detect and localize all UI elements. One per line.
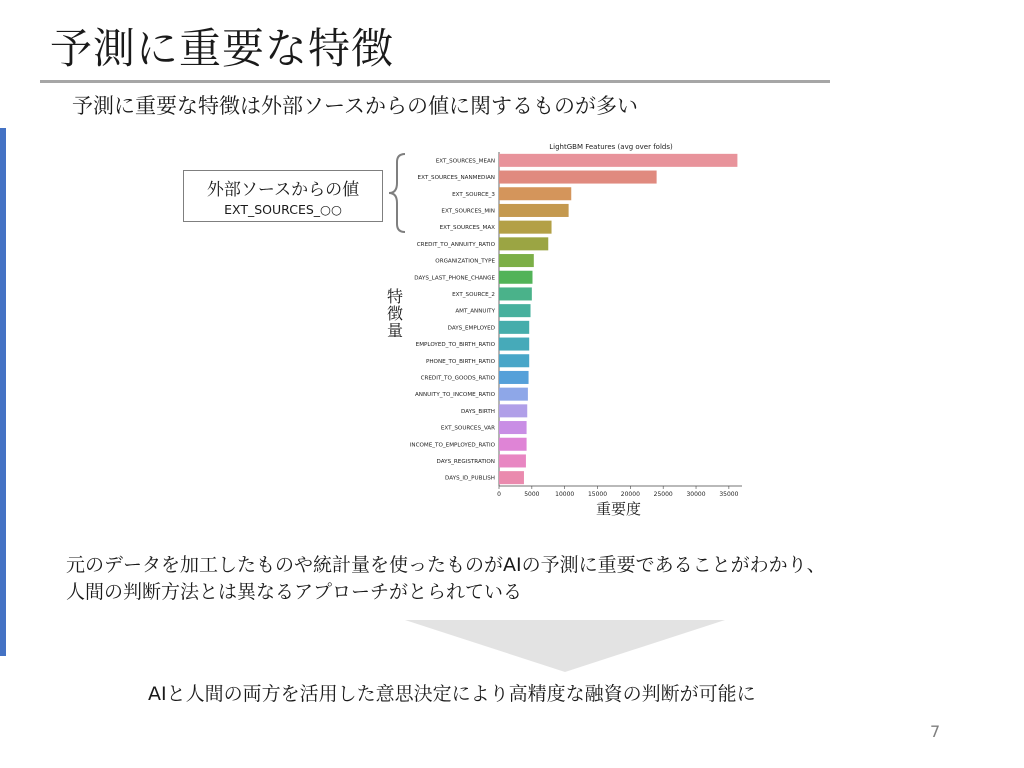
x-tick-label: 30000 xyxy=(686,491,706,498)
category-label: EXT_SOURCES_MEAN xyxy=(435,158,495,165)
category-label: ANNUITY_TO_INCOME_RATIO xyxy=(414,392,495,399)
category-label: INCOME_TO_EMPLOYED_RATIO xyxy=(409,442,495,449)
bar-ext-sources-max xyxy=(499,221,552,234)
slide-subtitle: 予測に重要な特徴は外部ソースからの値に関するものが多い xyxy=(72,94,638,118)
x-tick-label: 0 xyxy=(497,491,501,498)
body-text-line-1: 元のデータを加工したものや統計量を使ったものがAIの予測に重要であることがわかり、 xyxy=(66,554,826,576)
external-source-callout xyxy=(183,170,383,222)
x-tick-label: 20000 xyxy=(620,491,640,498)
bar-income-to-employed-ratio xyxy=(499,438,527,451)
bar-ext-source-3 xyxy=(499,187,571,200)
category-label: EXT_SOURCE_2 xyxy=(452,291,495,298)
category-label: DAYS_REGISTRATION xyxy=(436,458,495,465)
x-tick-label: 25000 xyxy=(653,491,673,498)
chart-title: LightGBM Features (avg over folds) xyxy=(549,143,673,151)
category-label: ORGANIZATION_TYPE xyxy=(435,258,495,265)
bar-days-id-publish xyxy=(499,471,524,484)
y-axis-label: 特徴量 xyxy=(386,287,403,340)
category-label: EXT_SOURCES_MAX xyxy=(439,225,495,232)
bar-ext-sources-min xyxy=(499,204,569,217)
bar-ext-sources-nanmedian xyxy=(499,171,657,184)
feature-importance-chart xyxy=(395,140,755,498)
category-label: CREDIT_TO_GOODS_RATIO xyxy=(420,375,495,382)
bar-ext-sources-mean xyxy=(499,154,737,167)
category-label: EXT_SOURCES_VAR xyxy=(440,425,495,432)
bar-annuity-to-income-ratio xyxy=(499,388,528,401)
down-arrow-icon xyxy=(405,620,725,672)
callout-feature-pattern: EXT_SOURCES_○○ xyxy=(224,202,342,217)
bar-amt-annuity xyxy=(499,304,531,317)
conclusion-text: AIと人間の両方を活用した意思決定により高精度な融資の判断が可能に xyxy=(148,683,756,705)
category-label: DAYS_LAST_PHONE_CHANGE xyxy=(414,275,495,282)
bar-phone-to-birth-ratio xyxy=(499,354,529,367)
category-label: CREDIT_TO_ANNUITY_RATIO xyxy=(416,241,495,248)
bar-credit-to-goods-ratio xyxy=(499,371,529,384)
bar-days-employed xyxy=(499,321,529,334)
x-tick-label: 5000 xyxy=(524,491,540,498)
category-label: DAYS_ID_PUBLISH xyxy=(445,475,495,482)
x-tick-label: 15000 xyxy=(587,491,608,498)
accent-bar xyxy=(0,128,6,656)
page-number: 7 xyxy=(930,722,941,741)
callout-title: 外部ソースからの値 xyxy=(206,180,360,200)
slide-title: 予測に重要な特徴 xyxy=(50,24,395,73)
category-label: EXT_SOURCE_3 xyxy=(452,191,495,198)
category-label: DAYS_BIRTH xyxy=(461,408,495,415)
category-label: EXT_SOURCES_MIN xyxy=(441,208,495,215)
x-tick-label: 10000 xyxy=(555,491,575,498)
category-label: PHONE_TO_BIRTH_RATIO xyxy=(425,358,495,365)
title-underline xyxy=(40,80,830,83)
category-label: DAYS_EMPLOYED xyxy=(447,325,495,332)
bar-days-registration xyxy=(499,454,526,467)
body-text xyxy=(66,552,826,606)
bar-employed-to-birth-ratio xyxy=(499,338,529,351)
bar-ext-source-2 xyxy=(499,287,532,300)
x-tick-label: 35000 xyxy=(719,491,739,498)
category-label: AMT_ANNUITY xyxy=(455,308,495,315)
category-label: EXT_SOURCES_NANMEDIAN xyxy=(417,175,495,182)
category-label: EMPLOYED_TO_BIRTH_RATIO xyxy=(415,342,495,349)
bar-days-birth xyxy=(499,404,527,417)
body-text-line-2: 人間の判断方法とは異なるアプローチがとられている xyxy=(66,581,523,603)
bar-organization-type xyxy=(499,254,534,267)
bar-ext-sources-var xyxy=(499,421,527,434)
bar-days-last-phone-change xyxy=(499,271,532,284)
bar-credit-to-annuity-ratio xyxy=(499,237,548,250)
x-axis-label: 重要度 xyxy=(596,500,642,518)
